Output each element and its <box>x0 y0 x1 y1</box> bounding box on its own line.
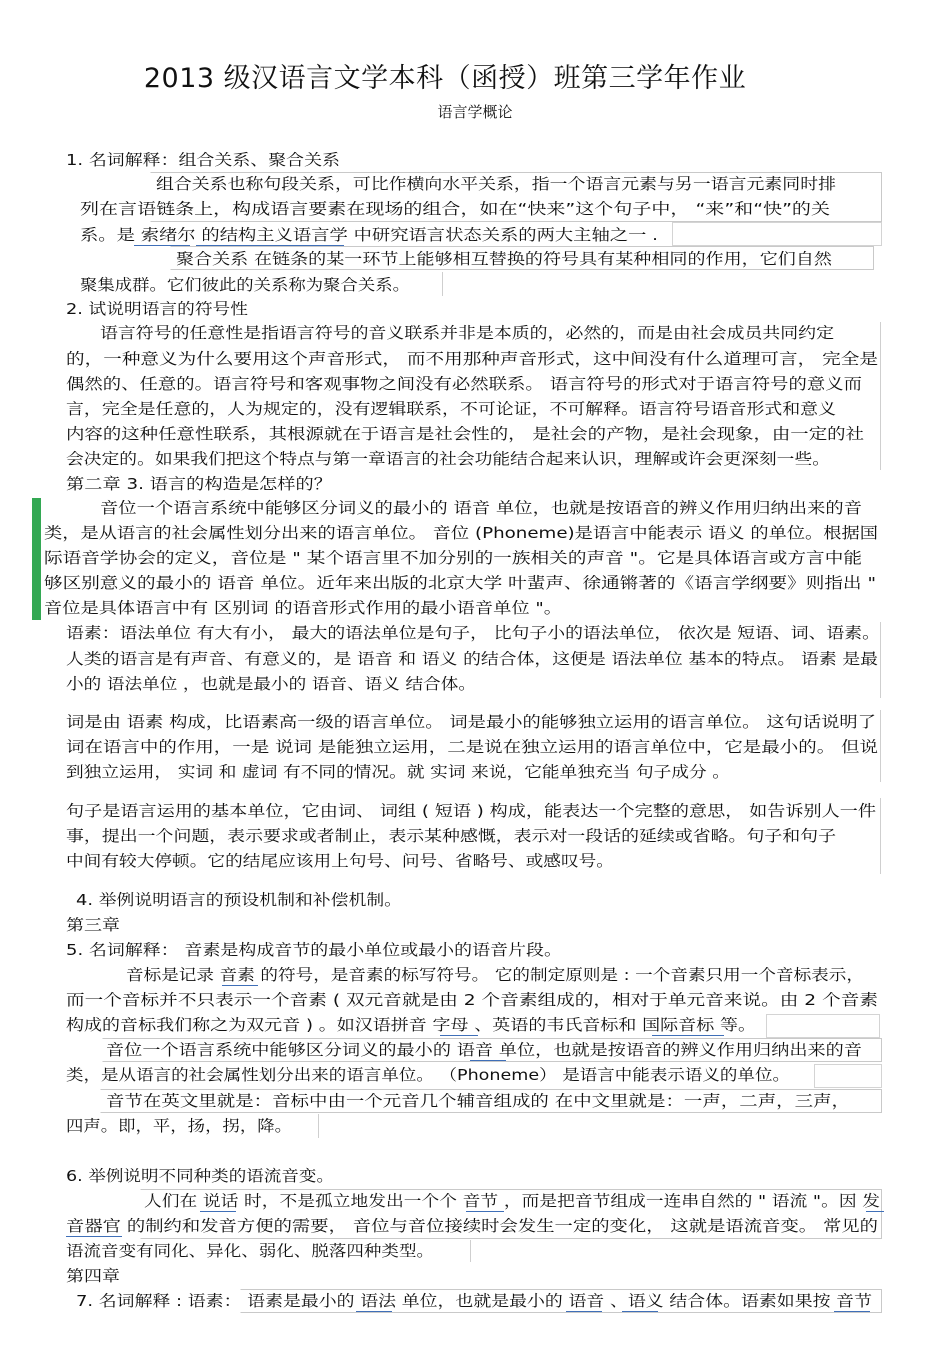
paragraph-rule <box>880 622 881 698</box>
text-line <box>66 399 836 419</box>
highlight-bar <box>32 498 41 620</box>
text-line <box>66 801 876 821</box>
text-line-content: 列在言语链条上，构成语言要素在现场的组合，如在“快来”这个句子中， “来”和“快”的关 <box>80 200 830 218</box>
text-line <box>126 965 864 985</box>
text-line <box>66 150 340 170</box>
text-line <box>176 249 832 269</box>
text-line-content: 语言符号的任意性是指语言符号的音义联系并非是本质的，必然的，而是由社会成员共同约定 <box>100 324 834 342</box>
text-line-content: 事，提出一个问题，表示要求或者制止，表示某种感慨，表示对一段话的延续或省略。句子和句子 <box>66 827 836 845</box>
text-line-content: 第三章 <box>66 916 120 934</box>
text-line <box>66 990 878 1010</box>
text-line <box>80 199 830 219</box>
text-line <box>66 374 862 394</box>
link-underline <box>466 1211 504 1212</box>
text-line-content: 音位一个语言系统中能够区分词义的最小的 语音 单位，也就是按语音的辨义作用归纳出来的音 <box>100 499 862 517</box>
text-line-content: 会决定的。如果我们把这个特点与第一章语言的社会功能结合起来认识，理解或许会更深刻一些。 <box>66 450 830 468</box>
text-line-content: 聚集成群。它们彼此的关系称为聚合关系。 <box>80 276 410 294</box>
paragraph-rule <box>880 798 881 874</box>
text-line-content: 1. 名词解释：组合关系、聚合关系 <box>66 151 340 169</box>
text-line-content: 聚合关系 在链条的某一环节上能够相互替换的符号具有某种相同的作用，它们自然 <box>176 250 832 268</box>
text-line-content: 人类的语言是有声音、有意义的，是 语音 和 语义 的结合体，这便是 语法单位 基本的特点。 语素 是最 <box>66 650 878 668</box>
text-line <box>66 712 876 732</box>
text-line-content: 6. 举例说明不同种类的语流音变。 <box>66 1167 334 1185</box>
text-line <box>66 737 878 757</box>
text-line <box>66 424 864 444</box>
text-line <box>100 498 862 518</box>
text-line <box>76 890 402 910</box>
text-line-content: 够区别意义的最小的 语音 单位。近年来出版的北京大学 叶蜚声、徐通锵著的《语言学纲要》则指出 " <box>44 574 876 592</box>
text-line-content: 7. 名词解释 : 语素： 语素是最小的 语法 单位，也就是最小的 语音 、语义 结合体。语素如果按 音节 <box>76 1292 872 1310</box>
text-line <box>66 1015 756 1035</box>
text-line <box>66 1266 120 1286</box>
text-line-content: 的，一种意义为什么要用这个声音形式， 而不用那种声音形式，这中间没有什么道理可言， 完全是 <box>66 350 878 368</box>
link-underline <box>196 245 344 246</box>
text-line-content: 音节在英文里就是：音标中由一个元音几个辅音组成的 在中文里就是：一声，二声，三声， <box>106 1092 850 1110</box>
text-line-content: 音位一个语言系统中能够区分词义的最小的 语音 单位，也就是按语音的辨义作用归纳出来的音 <box>106 1041 862 1059</box>
text-line-content: 音位是具体语言中有 区别词 的语音形式作用的最小语音单位 "。 <box>44 599 562 617</box>
text-line <box>44 523 879 543</box>
text-line <box>44 548 862 568</box>
link-underline <box>200 1211 236 1212</box>
text-line-content: 人们在 说话 时，不是孤立地发出一个个 音节 ，而是把音节组成一连串自然的 " 语流 "。因 发 <box>144 1192 880 1210</box>
text-line-content: 第二章 3. 语言的构造是怎样的？ <box>66 475 332 493</box>
text-line <box>66 851 614 871</box>
text-line-content: 际语音学协会的定义，音位是 " 某个语言里不加分别的一族相关的声音 "。它是具体语言或方言中能 <box>44 549 862 567</box>
text-line-content: 语流音变有同化、异化、弱化、脱落四种类型。 <box>66 1242 435 1260</box>
text-line-content: 言，完全是任意的，人为规定的，没有逻辑联系，不可论证，不可解释。语言符号语音形式和意义 <box>66 400 836 418</box>
text-line-content: 而一个音标并不只表示一个音素 ( 双元音就是由 2 个音素组成的，相对于单元音来说。由 2 个音素 <box>66 991 878 1009</box>
text-line <box>76 1291 872 1311</box>
text-line <box>66 349 878 369</box>
text-line <box>80 225 658 245</box>
text-line-content: 5. 名词解释： 音素是构成音节的最小单位或最小的语音片段。 <box>66 941 562 959</box>
text-line <box>66 474 332 494</box>
link-underline <box>222 985 258 986</box>
text-line <box>66 1216 878 1236</box>
text-line-content: 小的 语法单位 ，也就是最小的 语音、语义 结合体。 <box>66 675 476 693</box>
link-underline <box>622 1311 658 1312</box>
text-line-content: 偶然的、任意的。语言符号和客观事物之间没有必然联系。 语言符号的形式对于语言符号的意义而 <box>66 375 862 393</box>
paragraph-frame <box>766 1014 880 1038</box>
text-line <box>66 826 836 846</box>
text-line-content: 语素：语法单位 有大有小， 最大的语法单位是句子， 比句子小的语法单位， 依次是 短语、词、语素。 <box>66 624 880 642</box>
text-line <box>66 1241 435 1261</box>
paragraph-rule <box>442 272 443 296</box>
text-line <box>66 940 562 960</box>
paragraph-frame <box>814 1064 882 1088</box>
document-title: 2013 级汉语言文学本科（函授）班第三学年作业 <box>143 63 747 94</box>
text-line-content: 词是由 语素 构成，比语素高一级的语言单位。 词是最小的能够独立运用的语言单位。 这句话说明了 <box>66 713 876 731</box>
link-underline <box>866 1211 884 1212</box>
text-line <box>44 573 876 593</box>
document-subtitle: 语言学概论 <box>437 103 513 121</box>
paragraph-rule <box>318 1114 319 1138</box>
link-underline <box>652 1035 724 1036</box>
paragraph-rule <box>470 1240 471 1262</box>
text-line-content: 内容的这种任意性联系，其根源就在于语言是社会性的， 是社会的产物，是社会现象，由一定的社 <box>66 425 864 443</box>
text-line <box>66 915 120 935</box>
text-line <box>100 323 834 343</box>
link-underline <box>470 1060 506 1061</box>
text-line <box>44 598 562 618</box>
paragraph-rule <box>880 322 881 470</box>
text-line-content: 4. 举例说明语言的预设机制和补偿机制。 <box>76 891 402 909</box>
text-line-content: 组合关系也称句段关系，可比作横向水平关系，指一个语言元素与另一语言元素同时排 <box>156 175 836 193</box>
text-line <box>106 1091 850 1111</box>
link-underline <box>66 1236 122 1237</box>
text-line-content: 到独立运用， 实词 和 虚词 有不同的情况。就 实词 来说，它能单独充当 句子成分 。 <box>66 763 730 781</box>
text-line-content: 类，是从语言的社会属性划分出来的语言单位。 （Phoneme） 是语言中能表示语义的单位。 <box>66 1066 791 1084</box>
text-line <box>66 1166 334 1186</box>
text-line <box>66 1065 791 1085</box>
link-underline <box>440 1035 478 1036</box>
text-line-content: 词在语言中的作用，一是 说词 是能独立运用，二是说在独立运用的语言单位中，它是最小的。 但说 <box>66 738 878 756</box>
text-line <box>66 762 730 782</box>
text-line <box>66 1116 292 1136</box>
text-line-content: 第四章 <box>66 1267 120 1285</box>
text-line <box>144 1191 880 1211</box>
text-line <box>106 1040 862 1060</box>
text-line <box>66 649 878 669</box>
text-line-content: 2. 试说明语言的符号性 <box>66 300 248 318</box>
text-line <box>80 275 410 295</box>
text-line-content: 类，是从语言的社会属性划分出来的语言单位。 音位 (Phoneme)是语言中能表示 语义 的单位。根据国 <box>44 524 879 542</box>
text-line-content: 系。是 索绪尔 的结构主义语言学 中研究语言状态关系的两大主轴之一 . <box>80 226 658 244</box>
text-line-content: 音器官 的制约和发音方便的需要， 音位与音位接续时会发生一定的变化， 这就是语流音变。 常见的 <box>66 1217 878 1235</box>
text-line <box>66 449 830 469</box>
text-line <box>156 174 836 194</box>
text-line-content: 句子是语言运用的基本单位，它由词、 词组 ( 短语 ) 构成，能表达一个完整的意思， 如告诉别人一件 <box>66 802 876 820</box>
link-underline <box>356 1311 392 1312</box>
text-line <box>66 623 880 643</box>
link-underline <box>566 1311 602 1312</box>
paragraph-frame <box>672 222 882 246</box>
text-line-content: 音标是记录 音素 的符号，是音素的标写符号。 它的制定原则是 : 一个音素只用一个音标表示， <box>126 966 864 984</box>
text-line-content: 构成的音标我们称之为双元音 ) 。如汉语拼音 字母 、英语的韦氏音标和 国际音标 等。 <box>66 1016 756 1034</box>
text-line-content: 四声。即，平，扬，拐，降。 <box>66 1117 292 1135</box>
text-line-content: 中间有较大停顿。它的结尾应该用上句号、问号、省略号、或感叹号。 <box>66 852 614 870</box>
text-line <box>66 299 248 319</box>
link-underline <box>834 1311 870 1312</box>
link-underline <box>134 245 190 246</box>
paragraph-rule <box>880 710 881 782</box>
text-line <box>66 674 476 694</box>
